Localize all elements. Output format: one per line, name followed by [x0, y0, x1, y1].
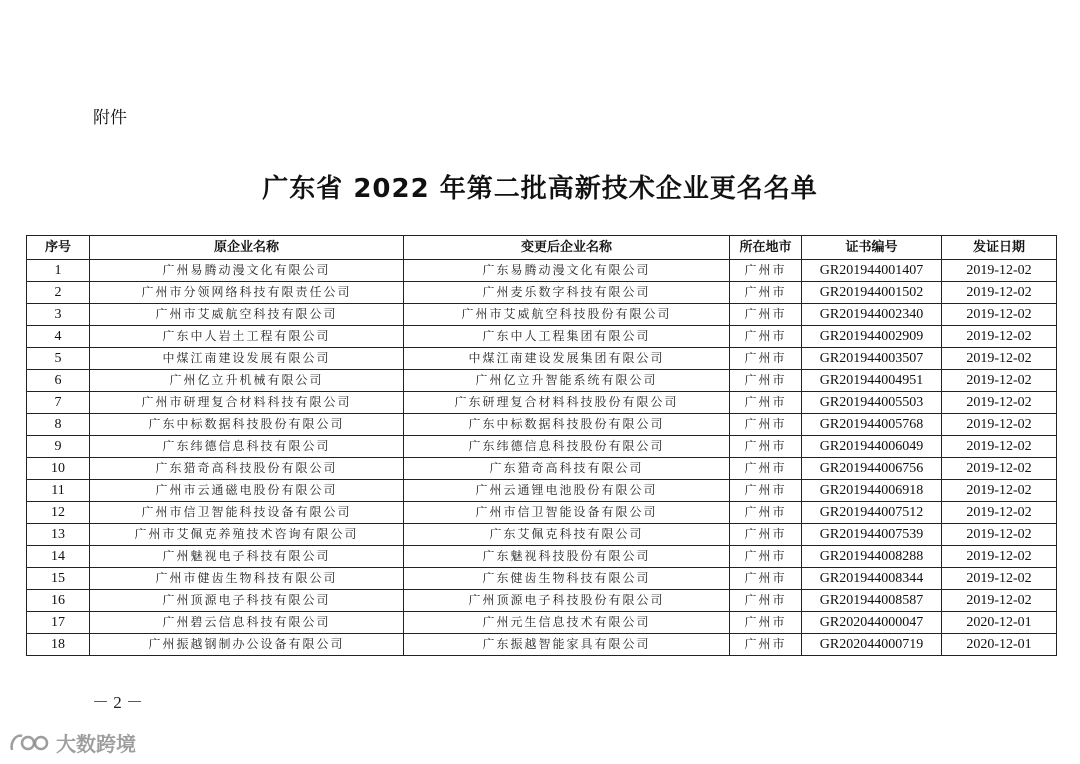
row-city: 广州市	[730, 436, 802, 458]
table-row	[27, 348, 1057, 370]
watermark-text: 大数跨境	[56, 732, 136, 756]
row-issue-date: 2019-12-02	[942, 502, 1057, 524]
table-row	[27, 502, 1057, 524]
table-row	[27, 634, 1057, 656]
row-city: 广州市	[730, 612, 802, 634]
watermark	[8, 728, 136, 757]
row-issue-date: 2020-12-01	[942, 612, 1057, 634]
row-issue-date: 2019-12-02	[942, 590, 1057, 612]
row-seq: 4	[27, 326, 90, 348]
row-new-name: 广东易腾动漫文化有限公司	[404, 260, 730, 282]
row-cert-no: GR201944006918	[802, 480, 942, 502]
row-issue-date: 2019-12-02	[942, 458, 1057, 480]
row-city: 广州市	[730, 414, 802, 436]
table-row	[27, 260, 1057, 282]
row-old-name: 广州亿立升机械有限公司	[90, 370, 404, 392]
row-new-name: 广东魅视科技股份有限公司	[404, 546, 730, 568]
row-city: 广州市	[730, 546, 802, 568]
row-city: 广州市	[730, 370, 802, 392]
row-new-name: 广州云通锂电池股份有限公司	[404, 480, 730, 502]
row-old-name: 广州市健齿生物科技有限公司	[90, 568, 404, 590]
row-new-name: 广州麦乐数字科技有限公司	[404, 282, 730, 304]
row-issue-date: 2019-12-02	[942, 414, 1057, 436]
row-cert-no: GR201944008587	[802, 590, 942, 612]
row-seq: 12	[27, 502, 90, 524]
row-cert-no: GR201944003507	[802, 348, 942, 370]
row-issue-date: 2019-12-02	[942, 304, 1057, 326]
row-cert-no: GR201944001407	[802, 260, 942, 282]
row-new-name: 广东中标数据科技股份有限公司	[404, 414, 730, 436]
row-issue-date: 2019-12-02	[942, 370, 1057, 392]
row-issue-date: 2019-12-02	[942, 348, 1057, 370]
row-new-name: 广东振越智能家具有限公司	[404, 634, 730, 656]
row-city: 广州市	[730, 392, 802, 414]
row-cert-no: GR201944004951	[802, 370, 942, 392]
row-new-name: 广州亿立升智能系统有限公司	[404, 370, 730, 392]
row-old-name: 广州市艾佩克养殖技术咨询有限公司	[90, 524, 404, 546]
row-new-name: 广东中人工程集团有限公司	[404, 326, 730, 348]
row-cert-no: GR201944001502	[802, 282, 942, 304]
row-new-name: 广东艾佩克科技有限公司	[404, 524, 730, 546]
header-old-name: 原企业名称	[90, 236, 404, 260]
row-issue-date: 2019-12-02	[942, 568, 1057, 590]
row-city: 广州市	[730, 282, 802, 304]
row-old-name: 广东中人岩土工程有限公司	[90, 326, 404, 348]
table-row	[27, 568, 1057, 590]
row-city: 广州市	[730, 634, 802, 656]
page-number: － 2 －	[92, 693, 143, 712]
header-seq: 序号	[27, 236, 90, 260]
row-cert-no: GR201944007512	[802, 502, 942, 524]
row-new-name: 广东猎奇高科技有限公司	[404, 458, 730, 480]
table-row	[27, 414, 1057, 436]
row-cert-no: GR202044000047	[802, 612, 942, 634]
renamed-enterprises-table	[26, 235, 1057, 656]
table-row	[27, 524, 1057, 546]
row-seq: 1	[27, 260, 90, 282]
brand-logo-icon	[8, 730, 52, 756]
row-old-name: 广州碧云信息科技有限公司	[90, 612, 404, 634]
row-issue-date: 2019-12-02	[942, 480, 1057, 502]
row-old-name: 广东猎奇高科技股份有限公司	[90, 458, 404, 480]
table-row	[27, 370, 1057, 392]
header-new-name: 变更后企业名称	[404, 236, 730, 260]
row-new-name: 中煤江南建设发展集团有限公司	[404, 348, 730, 370]
row-seq: 2	[27, 282, 90, 304]
row-cert-no: GR201944002909	[802, 326, 942, 348]
row-new-name: 广东研理复合材料科技股份有限公司	[404, 392, 730, 414]
row-seq: 9	[27, 436, 90, 458]
row-old-name: 广州市分领网络科技有限责任公司	[90, 282, 404, 304]
row-issue-date: 2020-12-01	[942, 634, 1057, 656]
row-cert-no: GR201944007539	[802, 524, 942, 546]
row-city: 广州市	[730, 304, 802, 326]
table-row	[27, 436, 1057, 458]
row-new-name: 广州顶源电子科技股份有限公司	[404, 590, 730, 612]
row-old-name: 广州振越钢制办公设备有限公司	[90, 634, 404, 656]
row-city: 广州市	[730, 568, 802, 590]
table-row	[27, 392, 1057, 414]
row-new-name: 广州市信卫智能设备有限公司	[404, 502, 730, 524]
row-new-name: 广东纬德信息科技股份有限公司	[404, 436, 730, 458]
row-seq: 6	[27, 370, 90, 392]
table-header-row	[27, 236, 1057, 260]
row-city: 广州市	[730, 502, 802, 524]
row-city: 广州市	[730, 260, 802, 282]
row-seq: 15	[27, 568, 90, 590]
row-seq: 14	[27, 546, 90, 568]
row-cert-no: GR202044000719	[802, 634, 942, 656]
table-row	[27, 590, 1057, 612]
attachment-label: 附件	[93, 108, 127, 128]
row-seq: 13	[27, 524, 90, 546]
row-seq: 7	[27, 392, 90, 414]
row-seq: 5	[27, 348, 90, 370]
row-city: 广州市	[730, 590, 802, 612]
table-row	[27, 458, 1057, 480]
header-city: 所在地市	[730, 236, 802, 260]
row-seq: 10	[27, 458, 90, 480]
row-new-name: 广州市艾威航空科技股份有限公司	[404, 304, 730, 326]
row-cert-no: GR201944005503	[802, 392, 942, 414]
row-cert-no: GR201944006049	[802, 436, 942, 458]
header-issue-date: 发证日期	[942, 236, 1057, 260]
row-seq: 8	[27, 414, 90, 436]
row-old-name: 广州市云通磁电股份有限公司	[90, 480, 404, 502]
row-seq: 11	[27, 480, 90, 502]
row-cert-no: GR201944008288	[802, 546, 942, 568]
row-old-name: 广州市艾威航空科技有限公司	[90, 304, 404, 326]
table-row	[27, 612, 1057, 634]
row-old-name: 中煤江南建设发展有限公司	[90, 348, 404, 370]
row-city: 广州市	[730, 326, 802, 348]
row-seq: 16	[27, 590, 90, 612]
row-old-name: 广州易腾动漫文化有限公司	[90, 260, 404, 282]
row-cert-no: GR201944005768	[802, 414, 942, 436]
table-row	[27, 282, 1057, 304]
table-row	[27, 304, 1057, 326]
row-issue-date: 2019-12-02	[942, 260, 1057, 282]
row-cert-no: GR201944002340	[802, 304, 942, 326]
row-cert-no: GR201944008344	[802, 568, 942, 590]
row-new-name: 广州元生信息技术有限公司	[404, 612, 730, 634]
row-new-name: 广东健齿生物科技有限公司	[404, 568, 730, 590]
row-old-name: 广东纬德信息科技有限公司	[90, 436, 404, 458]
row-old-name: 广东中标数据科技股份有限公司	[90, 414, 404, 436]
row-city: 广州市	[730, 348, 802, 370]
row-old-name: 广州市信卫智能科技设备有限公司	[90, 502, 404, 524]
row-city: 广州市	[730, 480, 802, 502]
row-issue-date: 2019-12-02	[942, 436, 1057, 458]
table-row	[27, 326, 1057, 348]
table-row	[27, 480, 1057, 502]
row-old-name: 广州市研理复合材料科技有限公司	[90, 392, 404, 414]
row-seq: 18	[27, 634, 90, 656]
row-issue-date: 2019-12-02	[942, 326, 1057, 348]
table-row	[27, 546, 1057, 568]
row-issue-date: 2019-12-02	[942, 546, 1057, 568]
row-cert-no: GR201944006756	[802, 458, 942, 480]
row-old-name: 广州顶源电子科技有限公司	[90, 590, 404, 612]
row-old-name: 广州魅视电子科技有限公司	[90, 546, 404, 568]
row-issue-date: 2019-12-02	[942, 392, 1057, 414]
row-city: 广州市	[730, 524, 802, 546]
document-title: 广东省 2022 年第二批高新技术企业更名名单	[262, 174, 818, 204]
row-seq: 17	[27, 612, 90, 634]
row-issue-date: 2019-12-02	[942, 524, 1057, 546]
row-issue-date: 2019-12-02	[942, 282, 1057, 304]
row-city: 广州市	[730, 458, 802, 480]
row-seq: 3	[27, 304, 90, 326]
header-cert-no: 证书编号	[802, 236, 942, 260]
